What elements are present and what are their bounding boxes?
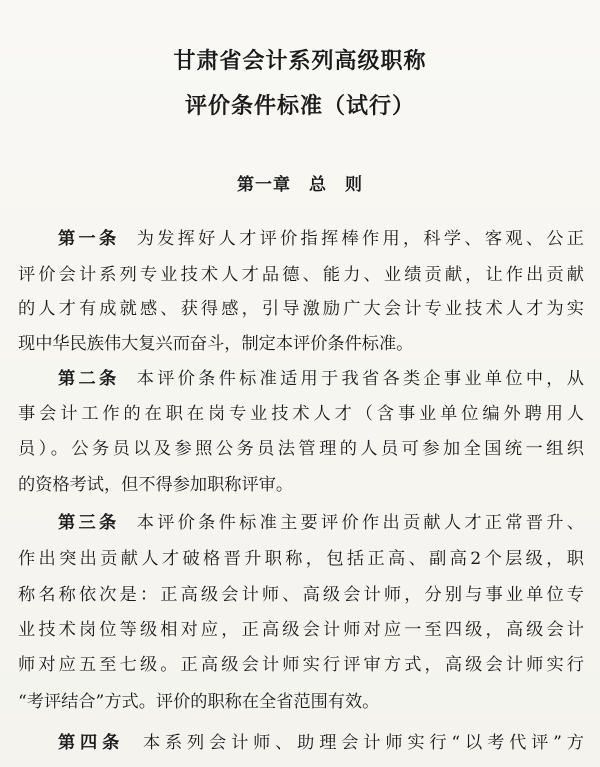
- document-title-line-1: 甘肃省会计系列高级职称: [173, 49, 427, 74]
- article-1-line-1: [58, 226, 584, 252]
- article-text: 本评价条件标准主要评价作出贡献人才正常晋升、: [133, 513, 584, 533]
- article-text: 本系列会计师、助理会计师实行“以考代评”方: [138, 733, 584, 753]
- article-label: 第三条: [58, 513, 120, 533]
- article-label: 第四条: [58, 733, 125, 753]
- article-3-line-4: 业技术岗位等级相对应，正高级会计师对应一至四级，高级会计: [18, 620, 584, 640]
- article-2-line-2: 事会计工作的在职在岗专业技术人才（含事业单位编外聘用人: [18, 404, 584, 424]
- article-3-line-5: 师对应五至七级。正高级会计师实行评审方式，高级会计师实行: [18, 655, 584, 675]
- article-1-line-2: 评价会计系列专业技术人才品德、能力、业绩贡献，让作出贡献: [18, 265, 584, 285]
- article-2-line-1: [58, 366, 584, 392]
- document-title-line-2: 评价条件标准（试行）: [184, 94, 415, 119]
- article-4-line-1: [58, 730, 584, 756]
- article-1-line-3: 的人才有成就感、获得感，引导激励广大会计专业技术人才为实: [18, 299, 584, 319]
- article-label: 第一条: [58, 229, 120, 249]
- article-1-line-4: 现中华民族伟大复兴而奋斗，制定本评价条件标准。: [18, 334, 414, 354]
- article-3-line-2: 作出突出贡献人才破格晋升职称，包括正高、副高2个层级，职: [18, 549, 584, 569]
- article-2-line-4: 的资格考试，但不得参加职称评审。: [18, 475, 294, 495]
- chapter-heading: 第一章 总 则: [237, 175, 363, 195]
- article-3-line-1: [58, 510, 584, 536]
- article-label: 第二条: [58, 369, 120, 389]
- article-3-line-6: “考评结合”方式。评价的职称在全省范围有效。: [18, 692, 380, 712]
- article-2-line-3: 员）。公务员以及参照公务员法管理的人员可参加全国统一组织: [18, 439, 584, 459]
- article-text: 本评价条件标准适用于我省各类企事业单位中，从: [133, 369, 584, 389]
- article-3-line-3: 称名称依次是：正高级会计师、高级会计师，分别与事业单位专: [18, 585, 584, 605]
- article-text: 为发挥好人才评价指挥棒作用，科学、客观、公正: [133, 229, 584, 249]
